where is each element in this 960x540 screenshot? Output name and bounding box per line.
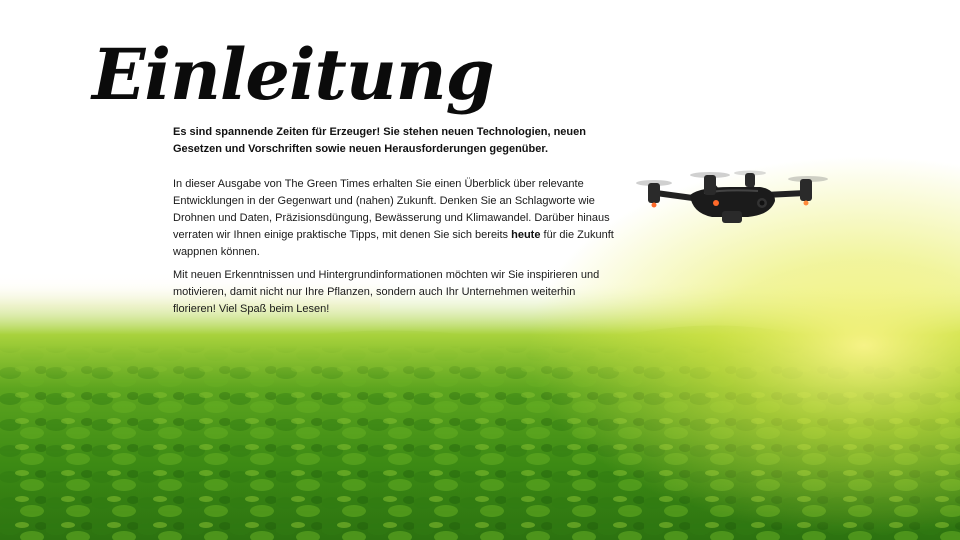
page-title: Einleitung: [92, 33, 494, 116]
paragraph-1-text-after: für die Zukunft wappnen können.: [173, 229, 614, 258]
intro-text-block: [173, 124, 618, 318]
body-paragraph-1: [173, 176, 618, 261]
intro-lead: Es sind spannende Zeiten für Erzeuger! Sie stehen neuen Technologien, neuen Gesetzen und Vorschriften sowie neuen Herausforderungen gegenüber.: [173, 126, 586, 155]
paragraph-1-text-before: In dieser Ausgabe von The Green Times erhalten Sie einen Überblick über relevante Entwicklungen in der Gegenwart und (nahen) Zukunft. Denken Sie an Schlagworte wie Drohnen und Daten, Präzisionsdüngung, Bewässerung und Klimawandel. Darüber hinaus verraten wir Ihnen einige praktische Tipps, mit denen Sie sich bereits: [173, 178, 610, 241]
drone-image: [630, 165, 840, 235]
body-paragraph-2: Mit neuen Erkenntnissen und Hintergrundinformationen möchten wir Sie inspirieren und motivieren, damit nicht nur Ihre Pflanzen, sondern auch Ihr Unternehmen weiterhin florieren! Viel Spaß beim Lesen!: [173, 269, 600, 315]
paragraph-1-bold-word: heute: [511, 229, 541, 241]
